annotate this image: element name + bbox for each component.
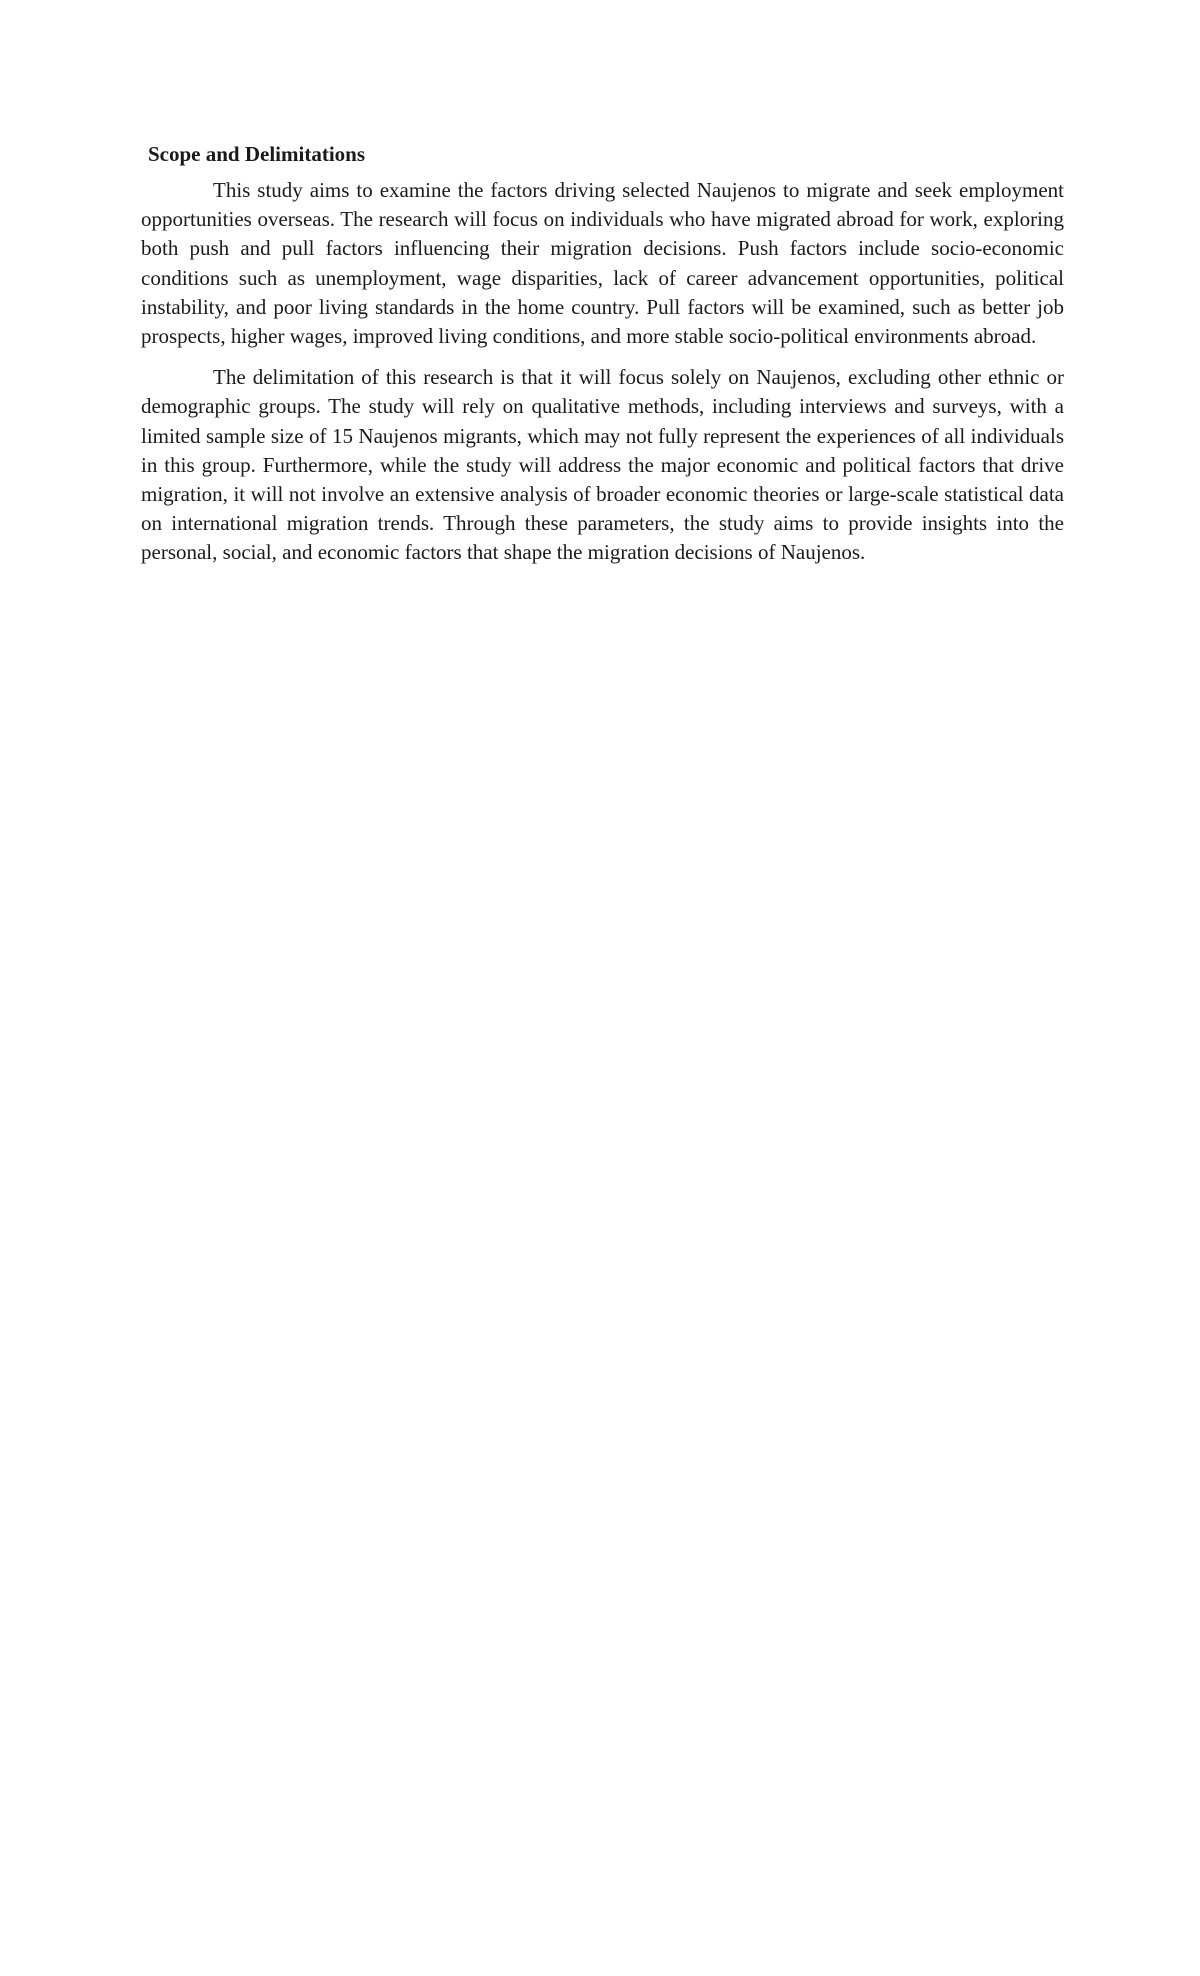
paragraph-delimitation: The delimitation of this research is that it will focus solely on Naujenos, excluding other ethnic or demographic groups. The study will rely on qualitative methods, including interviews and surveys, with a limited sample size of 15 Naujenos migrants, which may not fully represent the experiences of all individuals in this group. Furthermore, while the study will address the major economic and political factors that drive migration, it will not involve an extensive analysis of broader economic theories or large-scale statistical data on international migration trends. Through these parameters, the study aims to provide insights into the personal, social, and economic factors that shape the migration decisions of Naujenos. bbox=[141, 365, 1064, 565]
document-body bbox=[141, 140, 1064, 580]
section-heading: Scope and Delimitations bbox=[148, 142, 366, 166]
paragraph-scope: This study aims to examine the factors driving selected Naujenos to migrate and seek employment opportunities overseas. The research will focus on individuals who have migrated abroad for work, exploring both push and pull factors influencing their migration decisions. Push factors include socio-economic conditions such as unemployment, wage disparities, lack of career advancement opportunities, political instability, and poor living standards in the home country. Pull factors will be examined, such as better job prospects, higher wages, improved living conditions, and more stable socio-political environments abroad. bbox=[141, 178, 1064, 349]
